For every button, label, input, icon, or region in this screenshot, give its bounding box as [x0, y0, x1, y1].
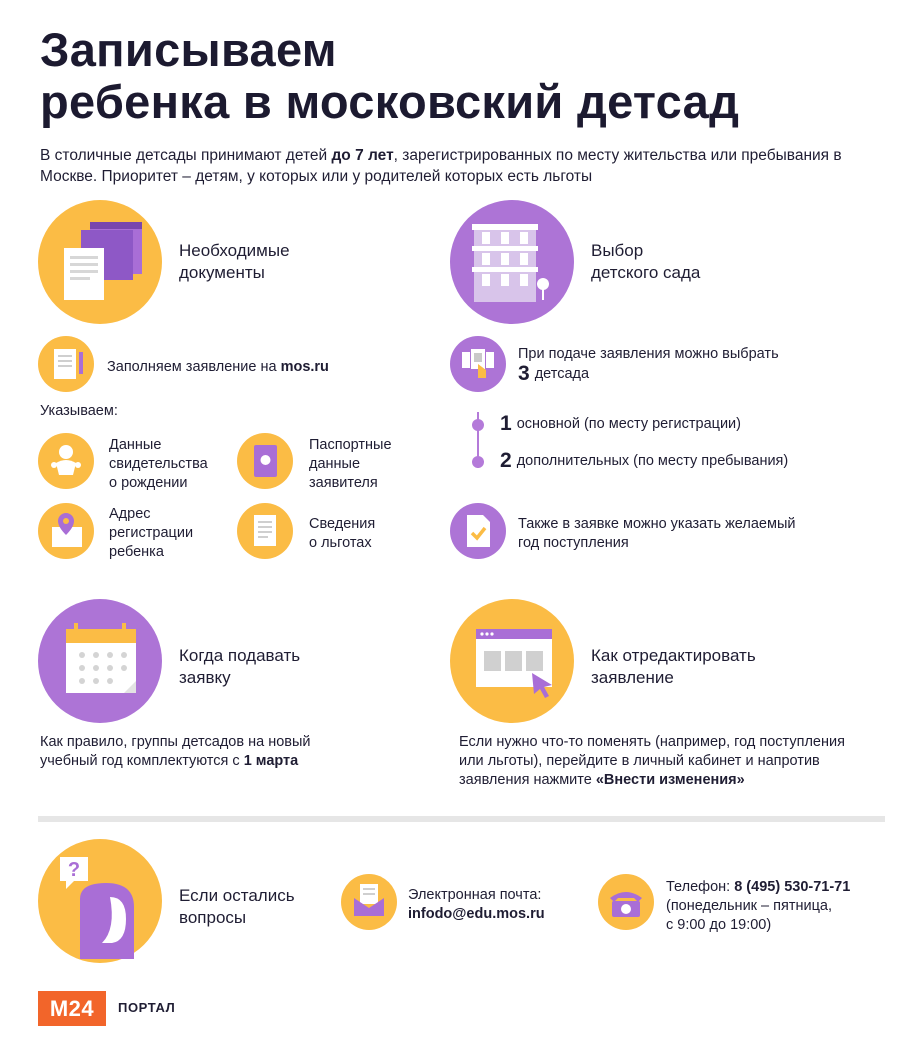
submit-choice-line: При подаче заявления можно выбрать — [518, 346, 779, 362]
benefits-text — [309, 515, 375, 553]
edit-button-label: «Внести изменения» — [595, 772, 745, 788]
fill-link-text: mos.ru — [280, 359, 329, 375]
submit-choice-number: 3 — [518, 362, 530, 385]
item-4-line-2: о льготах — [309, 535, 372, 551]
option-1-number: 1 — [500, 412, 512, 435]
item-1-line-2: свидетельства — [109, 456, 208, 472]
item-2-line-1: Паспортные — [309, 437, 392, 453]
edit-window-icon — [450, 599, 574, 723]
edit-text-line-2: или льготы), перейдите в личный кабинет и напротив — [459, 753, 820, 769]
intro-part-1: В столичные детсады принимают детей — [40, 147, 332, 164]
documents-heading-line-1: Необходимые — [179, 241, 290, 260]
choice-heading — [591, 240, 700, 284]
edit-heading-line-2: заявление — [591, 668, 674, 687]
section-divider — [38, 816, 885, 822]
when-text-line-2: учебный год комплектуются с — [40, 753, 244, 769]
passport-icon — [237, 433, 293, 489]
registration-address-text — [109, 505, 193, 562]
baby-icon — [38, 433, 94, 489]
birth-certificate-text — [109, 436, 208, 493]
item-2-line-2: данные — [309, 456, 361, 472]
option-2 — [500, 451, 788, 471]
when-heading — [179, 645, 300, 689]
portal-label: ПОРТАЛ — [118, 1000, 176, 1015]
option-2-dot — [472, 456, 484, 468]
page-title — [40, 24, 880, 128]
when-date: 1 марта — [243, 753, 299, 769]
intro-bold: до 7 лет — [331, 147, 394, 164]
phone-label: Телефон: — [666, 879, 735, 895]
option-1-text: основной (по месту регистрации) — [516, 416, 741, 432]
documents-heading-line-2: документы — [179, 263, 265, 282]
envelope-icon — [341, 874, 397, 930]
desired-year-line-1: Также в заявке можно указать желаемый — [518, 516, 796, 532]
when-text — [40, 733, 311, 771]
documents-icon — [38, 200, 162, 324]
edit-heading-line-1: Как отредактировать — [591, 646, 756, 665]
option-2-number: 2 — [500, 449, 512, 472]
phone-block — [666, 878, 850, 935]
item-2-line-3: заявителя — [309, 475, 378, 491]
edit-text-line-1: Если нужно что-то поменять (например, год поступления — [459, 734, 845, 750]
choice-heading-line-1: Выбор — [591, 241, 644, 260]
intro-text — [40, 145, 860, 187]
item-4-line-1: Сведения — [309, 516, 376, 532]
passport-data-text — [309, 436, 392, 493]
document-icon — [237, 503, 293, 559]
option-1-dot — [472, 419, 484, 431]
desired-year-text — [518, 515, 795, 553]
when-text-line-1: Как правило, группы детсадов на новый — [40, 734, 311, 750]
choice-heading-line-2: детского сада — [591, 263, 701, 282]
kindergarten-building-icon — [450, 200, 574, 324]
submit-choice-text — [518, 345, 779, 384]
option-1 — [500, 414, 741, 434]
submit-choice-unit: детсада — [534, 366, 590, 382]
documents-heading — [179, 240, 290, 284]
edit-text — [459, 733, 845, 790]
edit-heading — [591, 645, 756, 689]
checklist-icon — [450, 503, 506, 559]
m24-logo[interactable]: M24 — [38, 991, 106, 1026]
email-block — [408, 886, 545, 924]
item-3-line-1: Адрес — [109, 506, 151, 522]
when-heading-line-1: Когда подавать — [179, 646, 301, 665]
item-1-line-1: Данные — [109, 437, 162, 453]
phone-hours-line-1: (понедельник – пятница, — [666, 898, 832, 914]
title-line-1: Записываем — [40, 23, 337, 76]
fill-text: Заполняем заявление на — [107, 359, 281, 375]
question-person-icon — [38, 839, 162, 963]
calendar-icon — [38, 599, 162, 723]
map-pin-icon — [38, 503, 94, 559]
item-1-line-3: о рождении — [109, 475, 188, 491]
svg-text:?: ? — [67, 859, 81, 881]
option-2-text: дополнительных (по месту пребывания) — [516, 453, 789, 469]
email-link[interactable]: infodo@edu.mos.ru — [408, 906, 545, 922]
item-3-line-2: регистрации — [109, 525, 194, 541]
questions-heading-line-2: вопросы — [179, 908, 247, 927]
edit-text-line-3: заявления нажмите — [459, 772, 596, 788]
phone-number[interactable]: 8 (495) 530-71-71 — [734, 879, 851, 895]
fill-application-text — [107, 358, 329, 377]
item-3-line-3: ребенка — [109, 544, 164, 560]
title-line-2: ребенка в московский детсад — [40, 75, 740, 128]
when-heading-line-2: заявку — [179, 668, 231, 687]
intro-part-2: , зарегистрированных по месту жительства или пребывания в Москве. Приоритет – детям, у которых или у родителей которых есть льготы — [40, 147, 842, 185]
questions-heading — [179, 885, 295, 929]
specify-label: Указываем: — [40, 403, 118, 419]
phone-hours-line-2: с 9:00 до 19:00) — [666, 917, 772, 933]
desired-year-line-2: год поступления — [518, 535, 629, 551]
email-label: Электронная почта: — [408, 887, 542, 903]
tap-select-icon — [450, 336, 506, 392]
phone-icon — [598, 874, 654, 930]
form-icon — [38, 336, 94, 392]
questions-heading-line-1: Если остались — [179, 886, 295, 905]
